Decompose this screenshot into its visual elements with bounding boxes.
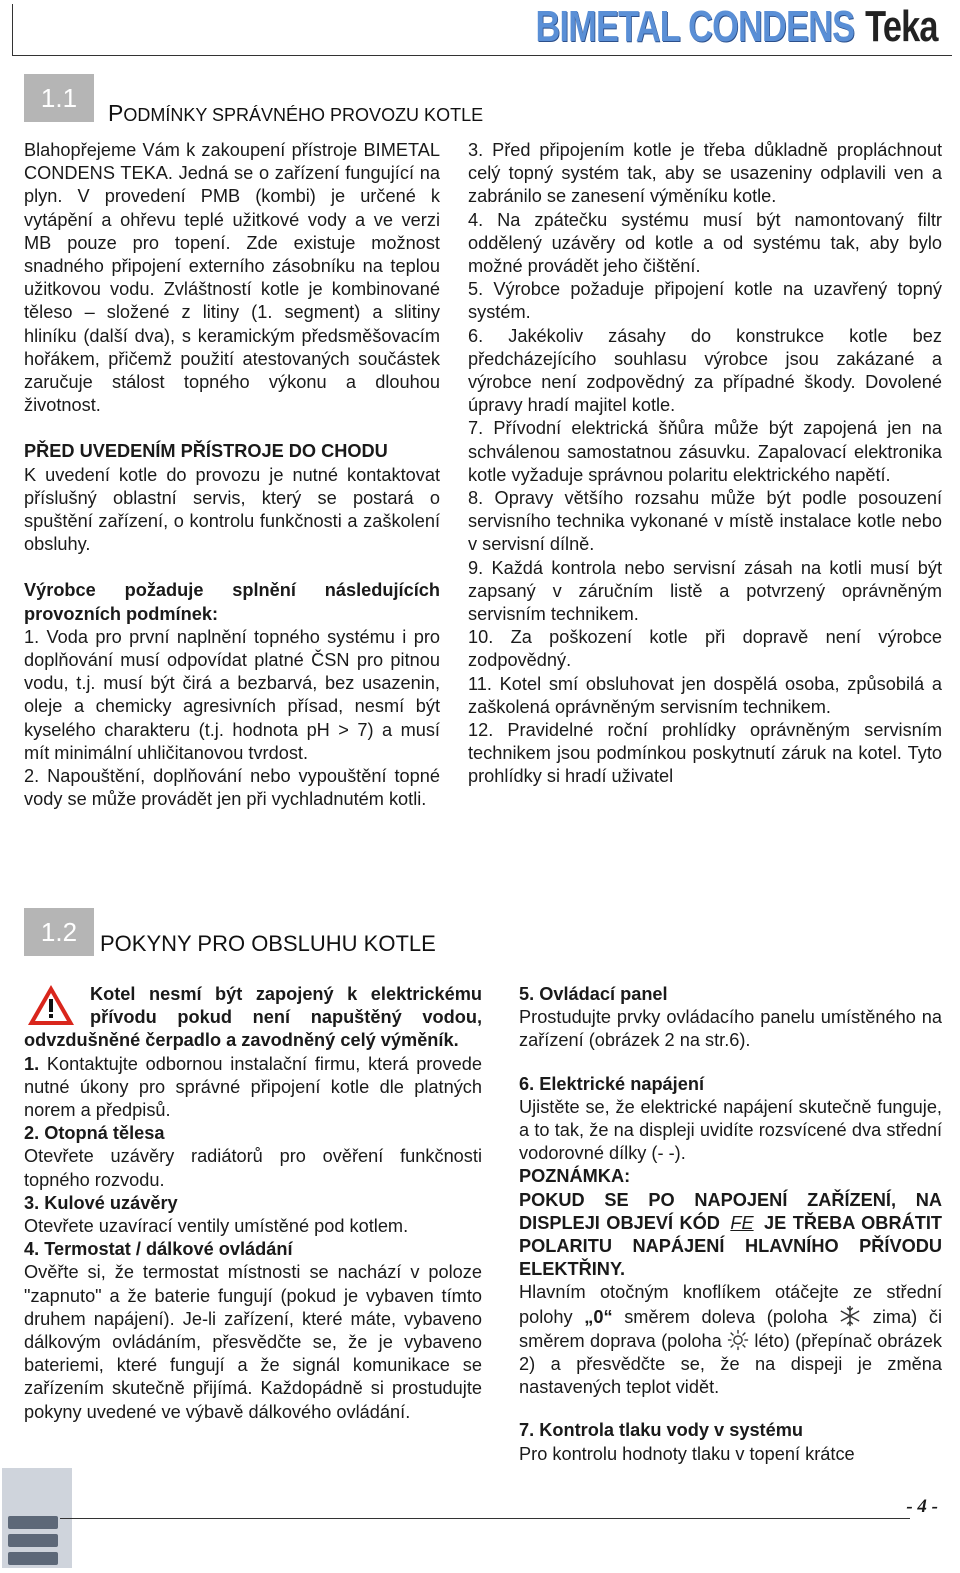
condition-2: 2. Napouštění, doplňování nebo vypouštění topné vody se může provádět jen při vychladnutém kotli. xyxy=(24,766,440,810)
item-5-text: Prostudujte prvky ovládacího panelu umístěného na zařízení (obrázek 2 na str.6). xyxy=(519,1007,942,1051)
item-6-heading: 6. Elektrické napájení xyxy=(519,1073,705,1094)
intro-paragraph: Blahopřejeme Vám k zakoupení přístroje BIMETAL CONDENS TEKA. Jedná se o zařízení fungující na plyn. V provedení PMB (kombi) je určené k vytápění a ohřevu teplé užitkové vody a ve verzi MB pouze pro topení. Zde existuje možnost snadného připojení externího zásobníku na teplou užitkovou vodu. Zvláštností kotle je kombinované těleso – složené z litiny (1. segment) a slitiny hliníku (další dva), s keramickým předsměšovacím hořákem, přičemž použití atestovaných součástek zaručuje stálost topného výkonu a dlouhou životnost. xyxy=(24,140,440,416)
sun-icon xyxy=(727,1329,749,1351)
condition-1: 1. Voda pro první naplnění topného systému i pro doplňování musí odpovídat platné ČSN pro pitnou vodu, t.j. musí být čirá a bezbarvá, bez usazenin, oleje a chemicky agresivních přísad, nesmí být kyselého charakteru (t.j. hodnota pH > 7) a musí mít minimální uhličitanovou tvrdost. xyxy=(24,626,440,763)
item-2-heading: 2. Otopná tělesa xyxy=(24,1123,165,1144)
condition-8: 8. Opravy většího rozsahu může být podle posouzení servisního technika vykonané v místě instalace kotle nebo v servisní dílně. xyxy=(468,488,942,555)
warning-triangle-icon xyxy=(26,983,76,1027)
brand-teka: Teka xyxy=(865,2,938,51)
condition-11: 11. Kotel smí obsluhovat jen dospělá osoba, způsobilá a zaškolená oprávněným servisním technikem. xyxy=(468,673,942,717)
warning-text: Kotel nesmí být zapojený k elektrickému přívodu pokud není napuštěný vodou, odvzdušněné čerpadlo a zavodněný celý výměník. xyxy=(24,984,482,1051)
item-1-number: 1. xyxy=(24,1053,40,1074)
condition-7: 7. Přívodní elektrická šňůra může být zapojená jen na schválenou samostatnou zásuvku. Zapalovací elektronika kotle vyžaduje správnou polaritu elektrického napětí. xyxy=(468,418,942,485)
error-code: FE xyxy=(730,1212,754,1233)
item-7-text: Pro kontrolu hodnoty tlaku v topení krátce xyxy=(519,1443,855,1464)
item-4-heading: 4. Termostat / dálkové ovládání xyxy=(24,1239,293,1260)
item-3-text: Otevřete uzavírací ventily umístěné pod kotlem. xyxy=(24,1216,409,1237)
condition-6: 6. Jakékoliv zásahy do konstrukce kotle bez předcházejícího souhlasu výrobce jsou zakázané a výrobce není zodpovědný za případné škody. Dovolené úpravy hradí majitel kotle. xyxy=(468,325,942,416)
snowflake-icon xyxy=(839,1305,861,1327)
section1-right-column xyxy=(468,139,942,789)
brand-logo xyxy=(536,2,938,52)
item-4-text: Ověřte si, že termostat místnosti se nachází v poloze "zapnuto" a že baterie fungují (pokud je vybaven tímto druhem napájení). Je-li zařízení, které máte, vybaveno dálkovým ovládáním, přesvědčte se, že je vybaveno bateriemi, které fungují a že signál komunikace se zařízením skutečně přijímá. Každopádně si prostudujte pokyny uvedené ve výbavě dálkového ovládání. xyxy=(24,1262,482,1422)
conditions-heading: Výrobce požaduje splnění následujících provozních podmínek: xyxy=(24,580,440,624)
section2-right-column xyxy=(519,983,942,1466)
section-title-2: POKYNY PRO OBSLUHU KOTLE xyxy=(100,931,436,956)
section1-left-column xyxy=(24,139,440,811)
before-use-heading: PŘED UVEDENÍM PŘÍSTROJE DO CHODU xyxy=(24,441,388,462)
condition-10: 10. Za poškození kotle při dopravě není výrobce zodpovědný. xyxy=(468,627,942,671)
item-6-text: Ujistěte se, že elektrické napájení skutečně funguje, a to tak, že na displeji uvidíte rozsvícené dva střední vodorovné dílky (- -). xyxy=(519,1096,942,1164)
condition-3: 3. Před připojením kotle je třeba důkladně propláchnout celý topný systém tak, aby se usazeniny odplavili ven a zabránilo se zanesení výměníku kotle. xyxy=(468,140,942,207)
page-number: - 4 - xyxy=(906,1496,938,1517)
condition-5: 5. Výrobce požaduje připojení kotle na uzavřený topný systém. xyxy=(468,279,942,323)
section-number-badge-2: 1.2 xyxy=(24,908,94,956)
condition-12: 12. Pravidelné roční prohlídky oprávněným servisním technikem jsou podmínkou poskytnutí záruk na kotel. Tyto prohlídky si hradí uživatel xyxy=(468,720,942,787)
section-title: PODMÍNKY SPRÁVNÉHO PROVOZU KOTLE xyxy=(108,100,484,126)
knob-instructions: Hlavním otočným knoflíkem otáčejte ze střední polohy „0“ směrem doleva (poloha zima) či směrem doprava (poloha léto) (přepínač obrázek 2) a přesvědčte se, že na dispeji je změna nastavených teplot vidět. xyxy=(519,1282,942,1398)
section2-left-column xyxy=(24,983,482,1424)
condition-9: 9. Každá kontrola nebo servisní zásah na kotli musí být zapsaný v záručním listě a potvrzený oprávněným servisním technikem. xyxy=(468,557,942,625)
brand-name: BIMETAL CONDENS xyxy=(535,2,855,51)
before-use-paragraph: K uvedení kotle do provozu je nutné kontaktovat příslušný oblastní servis, který se postará o spuštění zařízení, o kontrolu funkčnosti a zaškolení obsluhy. xyxy=(24,464,440,555)
note-heading: POZNÁMKA: xyxy=(519,1166,631,1187)
item-1-text: Kontaktujte odbornou instalační firmu, která provede nutné úkony pro správné připojení kotle dle platných norem a předpisů. xyxy=(24,1053,482,1121)
section-number-badge: 1.1 xyxy=(24,74,94,122)
item-7-heading: 7. Kontrola tlaku vody v systému xyxy=(519,1420,804,1441)
item-5-heading: 5. Ovládací panel xyxy=(519,984,668,1004)
item-2-text: Otevřete uzávěry radiátorů pro ověření funkčnosti topného rozvodu. xyxy=(24,1146,482,1190)
condition-4: 4. Na zpátečku systému musí být namontovaný filtr oddělený uzávěry od kotle a od systému tak, aby bylo možné provádět jeho čištění. xyxy=(468,209,942,277)
footer-divider xyxy=(60,1518,910,1519)
item-3-heading: 3. Kulové uzávěry xyxy=(24,1192,178,1213)
note-text: POKUD SE PO NAPOJENÍ ZAŘÍZENÍ, NA DISPLEJI OBJEVÍ KÓD FE JE TŘEBA OBRÁTIT POLARITU NAPÁJENÍ HLAVNÍHO PŘÍVODU ELEKTŘINY. xyxy=(519,1189,942,1280)
